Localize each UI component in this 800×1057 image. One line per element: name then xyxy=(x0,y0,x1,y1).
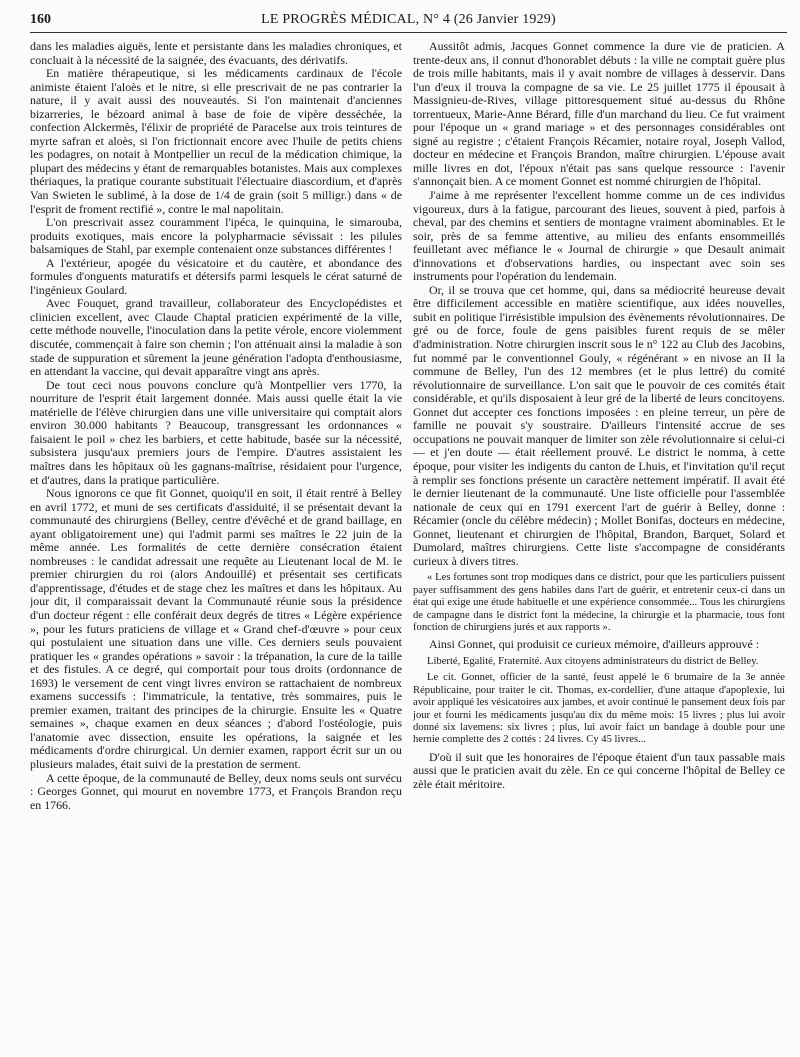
paragraph: De tout ceci nous pouvons conclure qu'à Montpellier vers 1770, la nourriture de l'esprit était largement donnée. Mais aussi quelle était la vie matérielle de l'élève chirurgien dans une ville universitaire qui comptait alors environ 30.000 habitants ? Beaucoup, transgressant les ordonnances « faisaient le poil » chez les barbiers, et cette habitude, basée sur la nécessité, subsistera jusqu'aux premiers jours de l'empire. D'autres assistaient les maîtres dans les hôpitaux où les gagnans-maîtrise, résidaient pour l'urgence, et d'autres, dans la pratique particulière. xyxy=(30,377,402,487)
left-column xyxy=(30,40,402,1040)
block-quote-heading: Liberté, Egalité, Fraternité. Aux citoyens administrateurs du district de Belley. xyxy=(427,655,759,667)
paragraph: Avec Fouquet, grand travailleur, collaborateur des Encyclopédistes et clinicien excellent, avec Claude Chaptal praticien expérimenté de la ville, cette méthode nouvelle, l'inoculation dans la petite vérole, encore violemment discutée, commençait à faire son chemin ; l'on atténuait ainsi la maladie à son stade de suppuration et sûrement la jeune génération l'adopta d'enthousiasme, en attendant la vaccine, qui devait apparaître vingt ans après. xyxy=(30,296,402,379)
paragraph: J'aime à me représenter l'excellent homme comme un de ces individus vigoureux, durs à la fatigue, parcourant des lieues, souvent à pied, parfois à cheval, par des chemins et sentiers de montagne vraiment abominables. Et le soir, près de sa femme attentive, au milieu des enfants ensommeillés feuilletant avec méfiance le « Journal de chirurgie » que Desault animait d'innovations et d'observations hardies, ou inspectant avec soin ses instruments pour l'opération du lendemain. xyxy=(413,188,785,284)
paragraph: Nous ignorons ce que fit Gonnet, quoiqu'il en soit, il était rentré à Belley en avril 1772, et muni de ses certificats d'assiduité, il se présentait devant la communauté des chirurgiens (Belley, centre d'évêché et de grand baillage, en ayant obligatoirement une) qui l'admit parmi ses maîtres le 22 juin de la même année. Les formalités de cette dernière consécration étaient nombreuses : le candidat adressait une requête au Lieutenant local de M. le premier chirurgien du roi (alors Andouillé) et présentait ses certificats d'apprentissage, d'études et de stage chez les maîtres et dans les hôpitaux. Au jour dit, il comparaissait devant la Communauté réunie sous la présidence d'un docteur régent : elle conférait deux degrés de titres « Légère expérience », pour les futurs praticiens de village et « Grand chef-d'œuvre » pour ceux qui postulaient une situation dans une ville. Ces derniers seuls pouvaient pratiquer les « grandes opérations » savoir : la trépanation, la cure de la taille et des fistules. A ce degré, qui comportait pour tous droits (ordonnance de 1693) le versement de cent vingt livres environ se rattachaient de nombreux examens successifs : l'immatricule, la tentative, très sommaires, puis le premier examen, traitant des principes de la chirurgie. Ensuite les « Quatre semaines », chaque examen en deux séances ; d'abord l'ostéologie, puis l'anatomie avec dissection, ensuite les opérations, la saignée et les médicaments d'ordre chirurgical. Un dernier examen, rapport écrit sur un ou plusieurs malades, était suivi de la prestation de serment. xyxy=(30,486,402,771)
paragraph: Aussitôt admis, Jacques Gonnet commence la dure vie de praticien. A trente-deux ans, il connut d'honorablet débuts : la ville ne comptait guère plus de trois mille habitants, mais il y avait nombre de villages à desservir. Dans l'un d'eux il trouva la compagne de sa vie. Le 25 juillet 1775 il épousait à Massignieu-de-Rives, village pittoresquement situé au-dessus du Rhône torrentueux, Marie-Anne Bérard, fille d'un marchand du lieu. Ce fut vraiment pour l'époque un « grand mariage » et des personnages considérables ont signé au registre ; c'étaient François Récamier, notaire royal, Joseph Vallod, docteur en médecine et François Brandon, maître chirurgien. L'épouse avait mille livres en dot, l'époux n'était pas sans quelque ressource : l'avenir s'annonçait bien. A ce moment Gonnet est nommé chirurgien de l'hôpital. xyxy=(413,40,785,189)
paragraph: Or, il se trouva que cet homme, qui, dans sa médiocrité heureuse devait être difficilement accessible en matière scientifique, aux idées nouvelles, subit en politique l'irrésistible impulsion des évènements révolutionnaires. De gré ou de force, foule de gens paisibles furent requis de se mêler d'administration. Notre chirurgien inscrit sous le n° 122 au Club des Jacobins, fut nommé par le conventionnel Gouly, « régénérant » en nivose an II la commune de Belley, l'un des 12 membres (et le plus lettré) du comité révolutionnaire de surveillance. L'on sait que le pouvoir de ces comités était considérable, et qu'ils disposaient à leur gré de la liberté de leurs concitoyens. Gonnet dut accepter ces fonctions imposées : en pleine terreur, un père de famille ne pouvait s'y soustraire. D'ailleurs l'intensité accrue de ses occupations ne pouvait manquer de limiter son zèle révolutionnaire si celui-ci — et j'en doute — était réellement prouvé. Le district le nomma, à cette époque, pour visiter les indigents du canton de Lhuis, et l'invitation qu'il reçut à remplir ses fonctions présente un caractère nettement impératif. Il avait été le dernier lieutenant de la communauté. Une liste officielle pour l'assemblée nationale de ceux qui en 1791 exercent l'art de guérir à Belley, donne : Récamier (oncle du célèbre médecin) ; Mollet Bonifas, docteurs en médecine, Gonnet, lieutenant et chirurgien de l'hôpital, Brandon, Barquet, Solard et Dumolard, maîtres chirurgiens. Cette liste s'accompagne de considérants curieux à divers titres. xyxy=(413,282,785,568)
right-column xyxy=(413,40,785,1040)
block-quote: « Les fortunes sont trop modiques dans ce district, pour que les particuliers puissent payer suffisamment des gens habiles dans l'art de guérir, et entretenir ceux-ci dans un état qui exige une étude habituelle et une expérience consommée... Tous les chirurgiens de campagne dans le district font la médecine, la chirurgie et la pharmacie, tous font fonction de chirurgiens jurés et aux rapports ». xyxy=(413,572,785,633)
paragraph: En matière thérapeutique, si les médicaments cardinaux de l'école animiste étaient l'aloès et le nitre, si elle prescrivait de ne pas contrarier la nature, il y avait aussi des nouveautés. Si l'on maintenait d'anciennes bizarreries, le bézoard animal à base de foie de vipère desséchée, la confection Alckermès, l'élixir de propriété de Paracelse aux trois teintures de myrte safran et aloès, si l'on frictionnait encore avec l'huile de petits chiens les podagres, on notait à Montpellier un recul de la médication chimique, la plupart des médecins y étant de remarquables botanistes. Mais aux complexes thériaques, la pratique courante substituait l'électuaire diascordium, et d'après Van Swieten le sublimé, à la dose de 1/4 de grain (soit 5 milligr.) dans « de l'esprit de froment rectifié », contre le mal napolitain. xyxy=(30,66,402,216)
paragraph: dans les maladies aiguës, lente et persistante dans les maladies chroniques, et concluait à la nécessité de la saignée, des évacuants, des dérivatifs. xyxy=(30,40,402,67)
running-title: LE PROGRÈS MÉDICAL, N° 4 (26 Janvier 1929) xyxy=(261,12,556,27)
paragraph: A l'extérieur, apogée du vésicatoire et du cautère, et abondance des formules d'onguents maturatifs et détersifs parmi lesquels le cérat saturné de l'ingénieux Goulard. xyxy=(30,255,402,297)
paragraph: Ainsi Gonnet, qui produisit ce curieux mémoire, d'ailleurs approuvé : xyxy=(429,637,760,652)
paragraph: L'on prescrivait assez couramment l'ipéca, le quinquina, le simarouba, produits exotiques, mais encore la polypharmacie sévissait : les pilules balsamiques de Stahl, par exemple contenaient onze substances différentes ! xyxy=(30,215,402,257)
paragraph: A cette époque, de la communauté de Belley, deux noms seuls ont survécu : Georges Gonnet, qui mourut en novembre 1773, et François Brandon reçu en 1766. xyxy=(30,770,402,812)
page-number: 160 xyxy=(30,12,51,27)
page-header xyxy=(30,10,787,33)
paragraph: D'où il suit que les honoraires de l'époque étaient d'un taux passable mais aussi que le praticien avait du zèle. En ce qui concerne l'hôpital de Belley ce zèle était méritoire. xyxy=(413,749,785,791)
block-quote: Le cit. Gonnet, officier de la santé, feust appelé le 6 brumaire de la 3e année Républicaine, pour traiter le cit. Thomas, ex-cordellier, d'une attaque d'apoplexie, lui avoir appliqué les vésicatoires aux jambes, et avoir continué le pansement deux fois par jour et fourni les médicaments jusqu'au dix du même mois: 15 livres ; plus lui avoir donné six lavemens: six livres ; plus, lui avoir faict un bandage à double pour une hernie complette des 2 cottés : 24 livres. Cy 45 livres... xyxy=(413,672,785,746)
